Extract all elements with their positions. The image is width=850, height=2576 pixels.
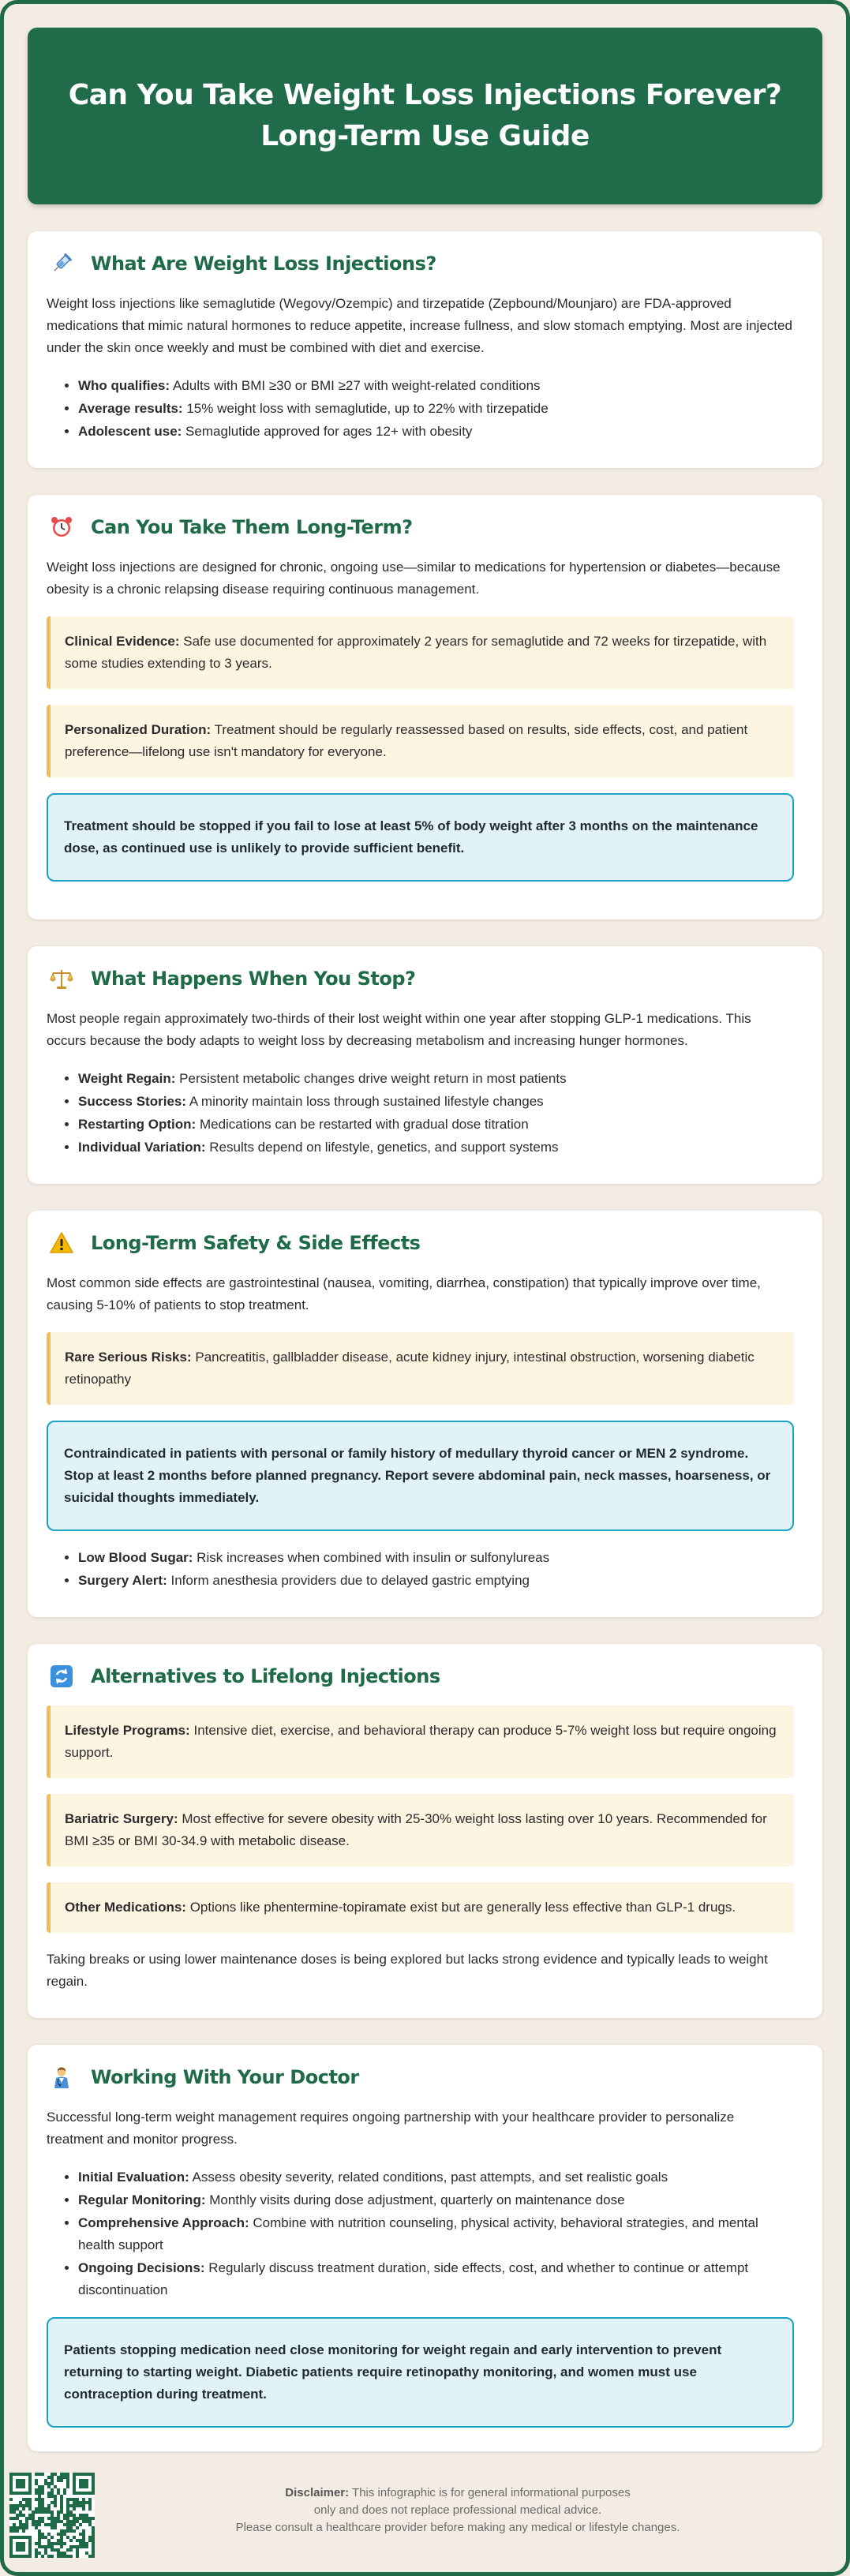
section-title: Can You Take Them Long-Term? (91, 516, 413, 538)
list-item: • Regular Monitoring: Monthly visits during dose adjustment, quarterly on maintenance dose (78, 2189, 794, 2211)
section-intro: Weight loss injections like semaglutide (Wegovy/Ozempic) and tirzepatide (Zepbound/Mounjaro) are FDA-approved medications that mimic natural hormones to reduce appetite, increase fullness, and slow stomach emptying. Most are injected under the skin once weekly and must be combined with diet and exercise. (47, 296, 792, 355)
footer (0, 2469, 850, 2563)
section-title: Working With Your Doctor (91, 2066, 359, 2088)
bullet-list (47, 375, 794, 443)
list-item: • Success Stories: A minority maintain loss through sustained lifestyle changes (78, 1091, 794, 1113)
list-item: • Comprehensive Approach: Combine with nutrition counseling, physical activity, behavioral strategies, and mental health support (78, 2212, 794, 2256)
refresh-icon (50, 1664, 73, 1688)
list-item: • Individual Variation: Results depend on lifestyle, genetics, and support systems (78, 1136, 794, 1159)
list-item: • Restarting Option: Medications can be restarted with gradual dose titration (78, 1114, 794, 1136)
section-safety (28, 1211, 822, 1617)
section-intro: Most people regain approximately two-thirds of their lost weight within one year after stopping GLP-1 medications. This occurs because the body adapts to weight loss by decreasing metabolism and increasing hunger hormones. (47, 1011, 751, 1048)
callout-rare-risks: Rare Serious Risks: Pancreatitis, gallbladder disease, acute kidney injury, intestinal obstruction, worsening diabetic retinopathy (47, 1332, 794, 1405)
doctor-icon (50, 2065, 73, 2089)
section-what-are-injections (28, 231, 822, 468)
list-item: • Average results: 15% weight loss with semaglutide, up to 22% with tirzepatide (78, 398, 794, 420)
qr-code-icon[interactable] (9, 2473, 95, 2558)
alarm-clock-icon (50, 515, 73, 539)
section-title: Alternatives to Lifelong Injections (91, 1665, 440, 1687)
warning-icon (50, 1231, 73, 1255)
callout-other-medications: Other Medications: Options like phentermine-topiramate exist but are generally less effective than GLP-1 drugs. (47, 1882, 794, 1933)
section-title: What Happens When You Stop? (91, 968, 416, 990)
balance-scale-icon (50, 967, 73, 990)
syringe-icon (50, 252, 73, 275)
callout-lifestyle-programs: Lifestyle Programs: Intensive diet, exercise, and behavioral therapy can produce 5-7% weight loss but require ongoing support. (47, 1705, 794, 1778)
alert-box: Contraindicated in patients with personal or family history of medullary thyroid cancer or MEN 2 syndrome. Stop at least 2 months before planned pregnancy. Report severe abdominal pain, neck masses, hoarseness, or suicidal thoughts immediately. (47, 1421, 794, 1531)
callout-personalized-duration: Personalized Duration: Treatment should be regularly reassessed based on results, side effects, cost, and patient preference—lifelong use isn't mandatory for everyone. (47, 705, 794, 777)
bullet-list (47, 1547, 794, 1592)
page-header (28, 28, 822, 204)
callout-bariatric-surgery: Bariatric Surgery: Most effective for severe obesity with 25-30% weight loss lasting over 10 years. Recommended for BMI ≥35 or BMI 30-34.9 with metabolic disease. (47, 1794, 794, 1866)
section-title: What Are Weight Loss Injections? (91, 253, 436, 275)
content (28, 28, 822, 2451)
section-long-term (28, 495, 822, 919)
section-working-with-doctor (28, 2045, 822, 2451)
list-item: • Low Blood Sugar: Risk increases when combined with insulin or sulfonylureas (78, 1547, 794, 1569)
disclaimer-label: Disclaimer: (285, 2486, 350, 2499)
list-item: • Surgery Alert: Inform anesthesia providers due to delayed gastric emptying (78, 1570, 794, 1592)
section-intro: Most common side effects are gastrointestinal (nausea, vomiting, diarrhea, constipation) that typically improve over time, causing 5-10% of patients to stop treatment. (47, 1275, 761, 1312)
disclaimer-line: This infographic is for general informational purposes (352, 2486, 631, 2499)
section-when-you-stop (28, 946, 822, 1184)
section-outro: Taking breaks or using lower maintenance doses is being explored but lacks strong evidence and typically leads to weight regain. (47, 1952, 768, 1989)
list-item: • Adolescent use: Semaglutide approved for ages 12+ with obesity (78, 421, 794, 443)
bullet-list (47, 2166, 794, 2301)
list-item: • Ongoing Decisions: Regularly discuss treatment duration, side effects, cost, and whether to continue or attempt discontinuation (78, 2257, 794, 2301)
section-intro: Weight loss injections are designed for chronic, ongoing use—similar to medications for hypertension or diabetes—because obesity is a chronic relapsing disease requiring continuous management. (47, 560, 781, 597)
disclaimer-line: only and does not replace professional medical advice. (313, 2503, 602, 2517)
list-item: • Initial Evaluation: Assess obesity severity, related conditions, past attempts, and set realistic goals (78, 2166, 794, 2188)
alert-box: Patients stopping medication need close monitoring for weight regain and early intervention to prevent returning to starting weight. Diabetic patients require retinopathy monitoring, and women must use contraception during treatment. (47, 2317, 794, 2428)
alert-box: Treatment should be stopped if you fail to lose at least 5% of body weight after 3 months on the maintenance dose, as continued use is unlikely to provide sufficient benefit. (47, 793, 794, 882)
list-item: • Weight Regain: Persistent metabolic changes drive weight return in most patients (78, 1068, 794, 1090)
disclaimer (142, 2484, 773, 2537)
disclaimer-line: Please consult a healthcare provider before making any medical or lifestyle changes. (235, 2521, 680, 2534)
callout-clinical-evidence: Clinical Evidence: Safe use documented for approximately 2 years for semaglutide and 72 weeks for tirzepatide, with some studies extending to 3 years. (47, 616, 794, 689)
page-title: Can You Take Weight Loss Injections Forever? Long-Term Use Guide (68, 79, 782, 152)
bullet-list (47, 1068, 794, 1159)
section-title: Long-Term Safety & Side Effects (91, 1232, 421, 1254)
section-alternatives (28, 1644, 822, 2018)
section-intro: Successful long-term weight management requires ongoing partnership with your healthcare provider to personalize treatment and monitor progress. (47, 2110, 735, 2147)
list-item: • Who qualifies: Adults with BMI ≥30 or BMI ≥27 with weight-related conditions (78, 375, 794, 397)
